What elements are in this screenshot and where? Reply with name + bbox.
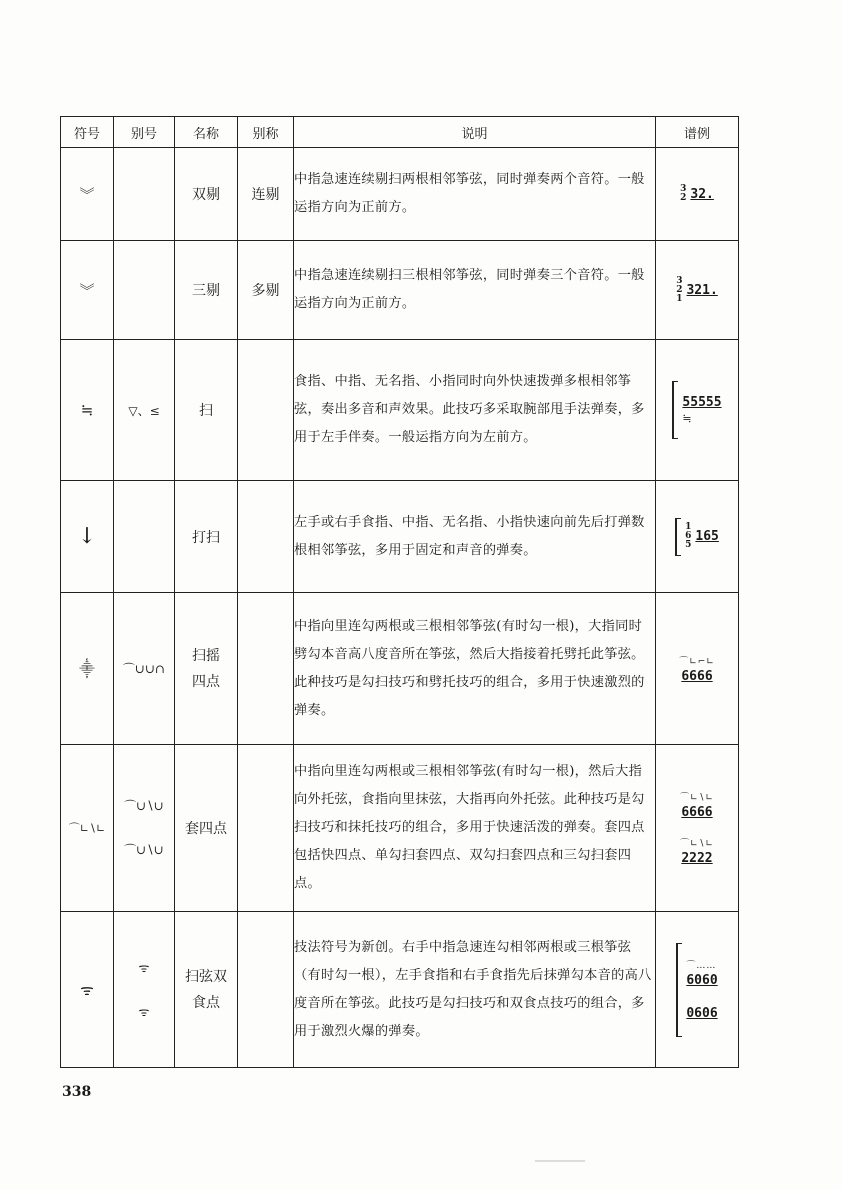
alias-cell bbox=[114, 148, 175, 241]
alt-name-cell bbox=[238, 745, 294, 912]
example-notation: 165 bbox=[695, 529, 719, 544]
description-cell: 技法符号为新创。右手中指急速连勾相邻两根或三根筝弦（有时勾一根），左手食指和右手食指先后抹弹勾本音的高八度音所在筝弦。此技巧是勾扫技巧和双食点技巧的组合，多用于激烈火爆的弹奏。 bbox=[294, 912, 656, 1068]
description-cell: 食指、中指、无名指、小指同时向外快速拨弹多根相邻筝弦，奏出多音和声效果。此技巧多采取腕部甩手法弹奏，多用于左手伴奏。一般运指方向为左前方。 bbox=[294, 340, 656, 481]
technique-marks: ⌒∟∖∟ bbox=[680, 793, 714, 803]
header-alt-name: 别称 bbox=[238, 117, 294, 148]
example-notation: 321. bbox=[686, 282, 718, 298]
table-row bbox=[61, 340, 739, 481]
example-cell bbox=[656, 745, 739, 912]
technique-table bbox=[60, 116, 739, 1068]
name-cell: 扫弦双 食点 bbox=[175, 912, 238, 1068]
alias-cell bbox=[114, 481, 175, 593]
example-notation: 2222 bbox=[681, 851, 713, 866]
alt-name-cell bbox=[238, 340, 294, 481]
description-cell: 中指向里连勾两根或三根相邻筝弦(有时勾一根)，大指同时劈勾本音高八度音所在筝弦，然后大指接着托劈托此筝弦。此种技巧是勾扫技巧和劈托技巧的组合，多用于快速激烈的弹奏。 bbox=[294, 593, 656, 745]
symbol-cell: ︾ bbox=[61, 241, 114, 340]
table-row bbox=[61, 241, 739, 340]
page-number: 338 bbox=[62, 1084, 92, 1100]
alias-cell: ᯤ ᯤ bbox=[114, 912, 175, 1068]
header-name: 名称 bbox=[175, 117, 238, 148]
sweep-icon: ≒ bbox=[682, 412, 692, 425]
header-description: 说明 bbox=[294, 117, 656, 148]
description-cell: 左手或右手食指、中指、无名指、小指快速向前先后打弹数根相邻筝弦，多用于固定和声音的弹奏。 bbox=[294, 481, 656, 593]
example-notation: 55555 bbox=[682, 395, 722, 410]
table-row bbox=[61, 481, 739, 593]
table-row bbox=[61, 912, 739, 1068]
alt-name-cell bbox=[238, 593, 294, 745]
symbol-cell: ↓ bbox=[61, 481, 114, 593]
technique-marks: ⌒∟⌐∟ bbox=[679, 656, 715, 667]
example-cell bbox=[656, 241, 739, 340]
example-stack: 3 2 bbox=[680, 184, 687, 203]
header-example: 谱例 bbox=[656, 117, 739, 148]
alt-name-cell bbox=[238, 481, 294, 593]
brace-icon bbox=[672, 381, 678, 439]
example-notation: 0606 bbox=[686, 1006, 718, 1021]
table-row bbox=[61, 148, 739, 241]
brace-icon bbox=[675, 518, 681, 556]
name-cell: 三剔 bbox=[175, 241, 238, 340]
technique-marks: ⌒…… bbox=[686, 961, 717, 971]
table-row bbox=[61, 593, 739, 745]
example-notation: 32. bbox=[690, 186, 714, 202]
alias-cell bbox=[114, 241, 175, 340]
technique-marks: ⌒∟∖∟ bbox=[680, 839, 714, 849]
description-cell: 中指急速连续剔扫三根相邻筝弦，同时弹奏三个音符。一般运指方向为正前方。 bbox=[294, 241, 656, 340]
alt-name-cell: 多剔 bbox=[238, 241, 294, 340]
header-alias: 别号 bbox=[114, 117, 175, 148]
description-cell: 中指急速连续剔扫两根相邻筝弦，同时弹奏两个音符。一般运指方向为正前方。 bbox=[294, 148, 656, 241]
example-notation: 6666 bbox=[681, 668, 713, 684]
table-row bbox=[61, 745, 739, 912]
example-stack: 1 6 5 bbox=[685, 522, 692, 550]
example-cell bbox=[656, 912, 739, 1068]
symbol-cell: ︾ bbox=[61, 148, 114, 241]
symbol-cell: ⌒∟∖∟ bbox=[61, 745, 114, 912]
name-cell: 套四点 bbox=[175, 745, 238, 912]
brace-icon bbox=[676, 943, 682, 1037]
name-cell: 扫 bbox=[175, 340, 238, 481]
name-cell: 打扫 bbox=[175, 481, 238, 593]
alias-cell: ⌒∪∪∩ bbox=[114, 593, 175, 745]
name-cell: 双剔 bbox=[175, 148, 238, 241]
description-cell: 中指向里连勾两根或三根相邻筝弦(有时勾一根)，然后大指向外托弦，食指向里抹弦，大指再向外托弦。此种技巧是勾扫技巧和抹托技巧的组合，多用于快速活泼的弹奏。套四点包括快四点、单勾扫套四点、双勾扫套四点和三勾扫套四点。 bbox=[294, 745, 656, 912]
example-cell bbox=[656, 481, 739, 593]
symbol-cell: ᯤ bbox=[61, 912, 114, 1068]
scan-mark bbox=[535, 1160, 585, 1162]
example-cell bbox=[656, 593, 739, 745]
symbol-cell: ≒ bbox=[61, 340, 114, 481]
alt-name-cell bbox=[238, 912, 294, 1068]
example-stack: 3 2 1 bbox=[676, 275, 683, 304]
name-cell: 扫摇 四点 bbox=[175, 593, 238, 745]
example-cell bbox=[656, 148, 739, 241]
example-cell bbox=[656, 340, 739, 481]
table-header-row bbox=[61, 117, 739, 148]
example-notation: 6666 bbox=[681, 805, 713, 820]
alias-cell: ⌒∪∖∪ ⌒∪∖∪ bbox=[114, 745, 175, 912]
symbol-cell: ⸎ bbox=[61, 593, 114, 745]
alias-cell: ▽、≤ bbox=[114, 340, 175, 481]
example-notation: 6060 bbox=[686, 973, 718, 988]
alt-name-cell: 连剔 bbox=[238, 148, 294, 241]
header-symbol: 符号 bbox=[61, 117, 114, 148]
